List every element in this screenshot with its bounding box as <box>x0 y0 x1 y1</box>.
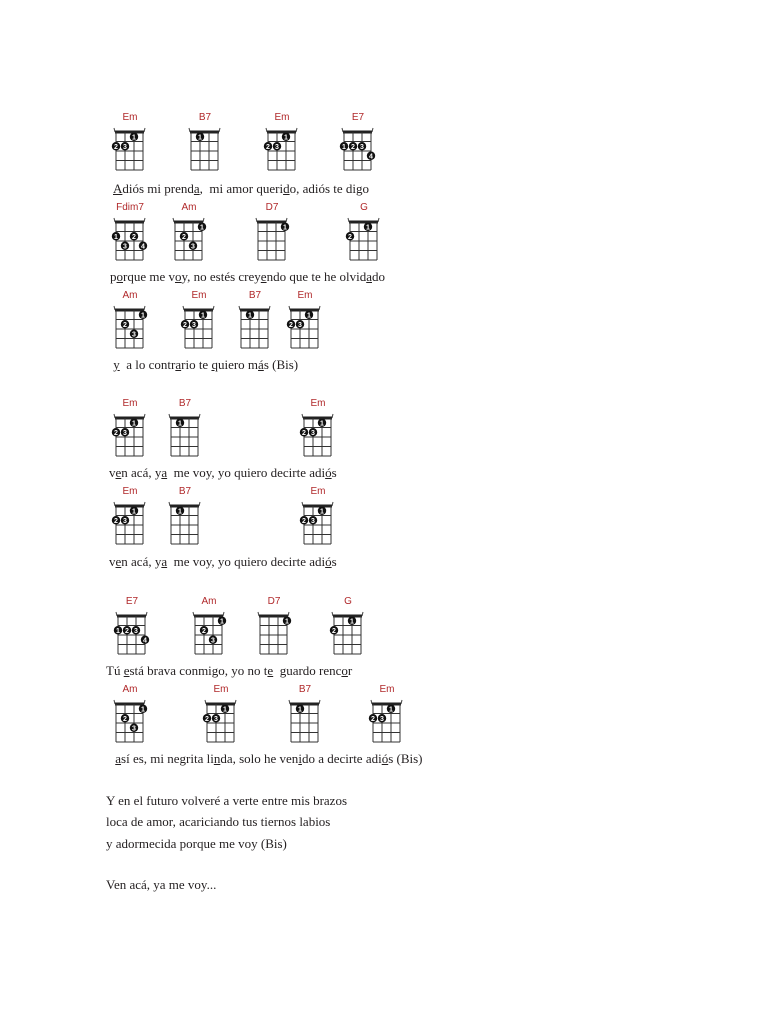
stressed-syllable: e <box>115 554 122 569</box>
nut-bracket-left <box>183 306 184 310</box>
nut-bracket-right <box>213 306 214 310</box>
lyric-text: s <box>331 465 337 480</box>
finger-number: 2 <box>125 627 129 635</box>
nut-bracket-left <box>116 612 117 616</box>
stressed-syllable: a <box>161 554 168 569</box>
finger-number: 2 <box>114 517 118 525</box>
lyric-text: me voy, yo quiero decirte adi <box>167 554 326 569</box>
nut-bracket-left <box>371 700 372 704</box>
nut-bracket-left <box>239 306 240 310</box>
chord-name: B7 <box>248 290 262 301</box>
chord-diagram <box>112 290 162 356</box>
lyric-line <box>109 465 337 481</box>
chord-name: B7 <box>178 486 192 497</box>
nut-bracket-left <box>114 218 115 222</box>
stressed-syllable: e <box>123 663 130 678</box>
verse-line: Y en el futuro volveré a verte entre mis brazos <box>106 793 348 808</box>
chord-name: Em <box>297 290 313 301</box>
nut-bracket-right <box>319 700 320 704</box>
nut <box>174 221 203 224</box>
stressed-syllable: g <box>356 181 363 196</box>
chord-name: Am <box>122 290 138 301</box>
nut <box>343 131 372 134</box>
finger-number: 2 <box>182 233 186 241</box>
chord-diagram <box>167 398 217 464</box>
finger-number: 1 <box>366 224 370 232</box>
chord-diagram <box>171 202 221 268</box>
fretboard <box>300 410 344 464</box>
nut-bracket-right <box>235 700 236 704</box>
nut-bracket-left <box>266 128 267 132</box>
nut <box>303 505 332 508</box>
finger-number: 2 <box>123 321 127 329</box>
lyric-text: do a decirte adi <box>301 751 382 766</box>
lyric-line <box>112 751 423 767</box>
nut-bracket-left <box>302 414 303 418</box>
lyric-line <box>106 663 352 679</box>
nut-bracket-left <box>302 502 303 506</box>
chord-diagram <box>330 596 380 662</box>
finger-number: 4 <box>143 637 147 645</box>
nut-bracket-left <box>256 218 257 222</box>
lyric-line <box>110 357 298 373</box>
nut-bracket-left <box>114 700 115 704</box>
lyric-text: do <box>372 269 385 284</box>
verse-line: y adormecida porque me voy (Bis) <box>106 836 287 851</box>
finger-number: 1 <box>141 312 145 320</box>
closing-line: Ven acá, ya me voy... <box>106 877 217 892</box>
finger-number: 1 <box>320 420 324 428</box>
stressed-syllable: e <box>267 663 274 678</box>
fretboard <box>112 214 156 268</box>
fretboard <box>254 214 298 268</box>
nut-bracket-left <box>114 128 115 132</box>
finger-number: 2 <box>266 143 270 151</box>
stressed-syllable: ó <box>325 465 332 480</box>
chord-diagram <box>300 486 350 552</box>
nut-bracket-right <box>199 502 200 506</box>
finger-number: 1 <box>132 134 136 142</box>
finger-number: 1 <box>220 618 224 626</box>
lyric-text: v <box>109 554 116 569</box>
lyric-text: o, adiós te di <box>289 181 357 196</box>
finger-number: 2 <box>289 321 293 329</box>
fretboard <box>187 124 231 178</box>
nut <box>206 703 235 706</box>
nut-bracket-right <box>269 306 270 310</box>
chord-diagram <box>167 486 217 552</box>
chord-diagram <box>112 202 162 268</box>
stressed-syllable: a <box>161 465 168 480</box>
nut-bracket-right <box>144 414 145 418</box>
stressed-syllable: e <box>115 465 122 480</box>
stressed-syllable: g <box>211 663 219 678</box>
finger-number: 2 <box>332 627 336 635</box>
chord-diagram <box>187 112 237 178</box>
chord-diagram <box>300 398 350 464</box>
nut-bracket-right <box>401 700 402 704</box>
stressed-syllable: a <box>115 751 122 766</box>
finger-number: 3 <box>132 331 136 339</box>
nut-bracket-left <box>114 414 115 418</box>
lyric-text: rque me v <box>123 269 175 284</box>
nut-bracket-right <box>296 128 297 132</box>
stressed-syllable: o <box>116 269 123 284</box>
finger-number: 2 <box>302 429 306 437</box>
nut-bracket-right <box>288 612 289 616</box>
finger-number: 1 <box>132 420 136 428</box>
nut-bracket-right <box>144 502 145 506</box>
lyric-text: s (Bis) <box>263 357 299 372</box>
nut-bracket-right <box>203 218 204 222</box>
nut-bracket-right <box>144 700 145 704</box>
finger-number: 3 <box>191 243 195 251</box>
fretboard <box>112 124 156 178</box>
nut-bracket-left <box>342 128 343 132</box>
stressed-syllable: d <box>283 181 290 196</box>
verse-line: loca de amor, acariciando tus tiernos labios <box>106 814 331 829</box>
nut-bracket-right <box>219 128 220 132</box>
chord-name: Fdim7 <box>116 202 144 213</box>
nut-bracket-right <box>378 218 379 222</box>
finger-number: 1 <box>201 312 205 320</box>
finger-number: 2 <box>132 233 136 241</box>
nut <box>194 615 223 618</box>
nut-bracket-left <box>189 128 190 132</box>
chord-name: D7 <box>265 202 279 213</box>
nut-bracket-left <box>205 700 206 704</box>
nut-bracket-left <box>258 612 259 616</box>
lyric-text: o, yo no t <box>218 663 268 678</box>
finger-number: 3 <box>311 429 315 437</box>
lyric-text: v <box>109 465 116 480</box>
lyric-text: p <box>110 269 117 284</box>
nut-bracket-left <box>289 700 290 704</box>
finger-number: 1 <box>320 508 324 516</box>
finger-number: 1 <box>178 508 182 516</box>
nut <box>115 505 144 508</box>
lyric-line <box>109 554 337 570</box>
finger-number: 1 <box>284 134 288 142</box>
chord-name: Am <box>201 596 217 607</box>
finger-number: 1 <box>200 224 204 232</box>
chord-name: Em <box>122 112 138 123</box>
chord-name: E7 <box>351 112 365 123</box>
chord-diagram <box>191 596 241 662</box>
stressed-syllable: a <box>193 181 200 196</box>
nut-bracket-left <box>193 612 194 616</box>
fretboard <box>114 608 158 662</box>
finger-number: 2 <box>183 321 187 329</box>
nut <box>303 417 332 420</box>
lyric-text: ndo que te he olvid <box>266 269 367 284</box>
chord-name: B7 <box>178 398 192 409</box>
chord-name: B7 <box>298 684 312 695</box>
nut <box>290 703 319 706</box>
finger-number: 1 <box>350 618 354 626</box>
chord-name: D7 <box>267 596 281 607</box>
nut-bracket-right <box>146 612 147 616</box>
nut <box>349 221 378 224</box>
fretboard <box>167 410 211 464</box>
chord-name: G <box>360 202 368 213</box>
fretboard <box>340 124 384 178</box>
finger-number: 1 <box>283 224 287 232</box>
stressed-syllable: o <box>174 269 182 284</box>
chord-name: E7 <box>125 596 139 607</box>
finger-number: 1 <box>285 618 289 626</box>
nut <box>240 309 269 312</box>
lyric-text: s <box>331 554 337 569</box>
nut <box>170 505 199 508</box>
nut <box>115 131 144 134</box>
finger-number: 3 <box>123 243 127 251</box>
lyric-text: stá brava conmi <box>129 663 212 678</box>
stressed-syllable: o <box>341 663 348 678</box>
fretboard <box>112 302 156 356</box>
chord-name: Em <box>274 112 290 123</box>
finger-number: 1 <box>116 627 120 635</box>
finger-number: 2 <box>114 429 118 437</box>
nut <box>115 703 144 706</box>
finger-number: 3 <box>380 715 384 723</box>
nut <box>257 221 286 224</box>
lyric-text: y, no estés crey <box>181 269 261 284</box>
nut <box>259 615 288 618</box>
lyric-text: sí es, mi negrita li <box>121 751 214 766</box>
finger-number: 1 <box>178 420 182 428</box>
chord-name: Em <box>191 290 207 301</box>
fretboard <box>256 608 300 662</box>
lyric-text: o <box>362 181 370 196</box>
finger-number: 1 <box>132 508 136 516</box>
nut-bracket-right <box>319 306 320 310</box>
nut-bracket-right <box>199 414 200 418</box>
nut <box>117 615 146 618</box>
stressed-syllable: a <box>175 357 182 372</box>
chord-diagram <box>264 112 314 178</box>
nut-bracket-left <box>169 414 170 418</box>
fretboard <box>300 498 344 552</box>
finger-number: 1 <box>298 706 302 714</box>
lyric-text: Tú <box>106 663 124 678</box>
stressed-syllable: á <box>258 357 264 372</box>
chord-name: Em <box>379 684 395 695</box>
chord-diagram <box>287 684 337 750</box>
fretboard <box>112 498 156 552</box>
stressed-syllable: a <box>366 269 372 284</box>
stressed-syllable: e <box>260 269 267 284</box>
nut-bracket-right <box>372 128 373 132</box>
chord-diagram <box>369 684 419 750</box>
finger-number: 1 <box>114 233 118 241</box>
chord-diagram <box>254 202 304 268</box>
lyric-text: a lo contr <box>119 357 176 372</box>
chord-diagram <box>112 486 162 552</box>
finger-number: 3 <box>192 321 196 329</box>
finger-number: 2 <box>348 233 352 241</box>
finger-number: 1 <box>141 706 145 714</box>
lyric-line <box>113 181 369 197</box>
lyric-text: r <box>347 663 353 678</box>
lyric-text: n acá, y <box>121 554 162 569</box>
stressed-syllable: n <box>213 751 221 766</box>
nut-bracket-left <box>169 502 170 506</box>
finger-number: 4 <box>141 243 145 251</box>
nut <box>170 417 199 420</box>
finger-number: 4 <box>369 153 373 161</box>
finger-number: 3 <box>132 725 136 733</box>
finger-number: 1 <box>389 706 393 714</box>
nut-bracket-right <box>144 128 145 132</box>
fretboard <box>237 302 281 356</box>
finger-number: 3 <box>311 517 315 525</box>
chord-diagram <box>112 112 162 178</box>
chord-name: Em <box>213 684 229 695</box>
nut-bracket-right <box>144 306 145 310</box>
lyric-text: diós mi prend <box>122 181 194 196</box>
fretboard <box>264 124 308 178</box>
lyric-text: guardo renc <box>273 663 342 678</box>
fretboard <box>287 302 331 356</box>
nut <box>267 131 296 134</box>
lyric-text: rio te <box>181 357 212 372</box>
finger-number: 3 <box>360 143 364 151</box>
nut <box>115 309 144 312</box>
finger-number: 1 <box>198 134 202 142</box>
fretboard <box>330 608 374 662</box>
nut-bracket-left <box>114 502 115 506</box>
chord-name: G <box>344 596 352 607</box>
fretboard <box>171 214 215 268</box>
fretboard <box>369 696 413 750</box>
finger-number: 1 <box>248 312 252 320</box>
chord-name: Am <box>181 202 197 213</box>
stressed-syllable: q <box>211 357 218 372</box>
nut <box>184 309 213 312</box>
nut-bracket-left <box>289 306 290 310</box>
finger-number: 3 <box>123 517 127 525</box>
lyric-line <box>110 269 385 285</box>
chord-diagram <box>181 290 231 356</box>
finger-number: 3 <box>275 143 279 151</box>
nut-bracket-right <box>223 612 224 616</box>
fretboard <box>287 696 331 750</box>
chord-diagram <box>114 596 164 662</box>
finger-number: 3 <box>123 429 127 437</box>
finger-number: 1 <box>342 143 346 151</box>
nut <box>333 615 362 618</box>
stressed-syllable: ó <box>381 751 389 766</box>
nut <box>190 131 219 134</box>
chord-name: Em <box>122 486 138 497</box>
finger-number: 2 <box>202 627 206 635</box>
nut-bracket-left <box>114 306 115 310</box>
chord-name: Em <box>122 398 138 409</box>
finger-number: 2 <box>302 517 306 525</box>
chord-name: Am <box>122 684 138 695</box>
nut <box>290 309 319 312</box>
finger-number: 3 <box>134 627 138 635</box>
nut <box>372 703 401 706</box>
lyric-text: da, solo he ven <box>220 751 299 766</box>
stressed-syllable: A <box>113 181 123 196</box>
chord-name: B7 <box>198 112 212 123</box>
nut-bracket-left <box>173 218 174 222</box>
nut-bracket-right <box>332 502 333 506</box>
nut-bracket-left <box>348 218 349 222</box>
chord-diagram <box>346 202 396 268</box>
finger-number: 1 <box>223 706 227 714</box>
chord-name: Em <box>310 486 326 497</box>
chord-diagram <box>256 596 306 662</box>
nut-bracket-right <box>362 612 363 616</box>
finger-number: 3 <box>211 637 215 645</box>
nut-bracket-right <box>332 414 333 418</box>
nut <box>115 221 144 224</box>
stressed-syllable: y <box>113 357 120 372</box>
nut-bracket-left <box>332 612 333 616</box>
chord-diagram <box>203 684 253 750</box>
lyric-text: , mi amor queri <box>199 181 284 196</box>
finger-number: 3 <box>214 715 218 723</box>
finger-number: 2 <box>351 143 355 151</box>
chord-name: Em <box>310 398 326 409</box>
chord-diagram <box>112 398 162 464</box>
lyric-text: me voy, yo quiero decirte adi <box>167 465 326 480</box>
nut-bracket-right <box>144 218 145 222</box>
finger-number: 2 <box>123 715 127 723</box>
stressed-syllable: ó <box>325 554 332 569</box>
fretboard <box>203 696 247 750</box>
finger-number: 3 <box>298 321 302 329</box>
finger-number: 2 <box>114 143 118 151</box>
finger-number: 3 <box>123 143 127 151</box>
fretboard <box>167 498 211 552</box>
nut-bracket-right <box>286 218 287 222</box>
chord-diagram <box>112 684 162 750</box>
chord-diagram <box>237 290 287 356</box>
chord-diagram <box>287 290 337 356</box>
stressed-syllable: i <box>298 751 302 766</box>
lyric-text: uiero m <box>217 357 259 372</box>
finger-number: 1 <box>307 312 311 320</box>
nut <box>115 417 144 420</box>
chord-diagram <box>340 112 390 178</box>
finger-number: 2 <box>371 715 375 723</box>
fretboard <box>181 302 225 356</box>
lyric-text: s (Bis) <box>388 751 423 766</box>
finger-number: 2 <box>205 715 209 723</box>
fretboard <box>112 696 156 750</box>
lyric-text: n acá, y <box>121 465 162 480</box>
fretboard <box>191 608 235 662</box>
fretboard <box>346 214 390 268</box>
fretboard <box>112 410 156 464</box>
